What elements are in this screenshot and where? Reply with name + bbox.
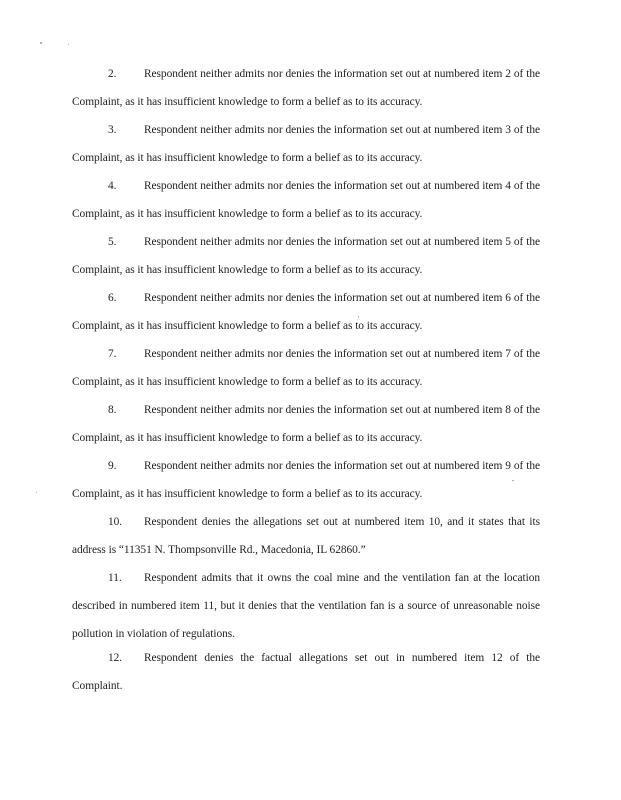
scan-speck (36, 492, 37, 493)
scan-speck (358, 316, 359, 318)
paragraph-6 (72, 284, 540, 340)
paragraph-text: Respondent neither admits nor denies the information set out at numbered item 4 of the Complaint, as it has insufficient knowledge to form a belief as to its accuracy. (72, 180, 540, 220)
scan-speck (512, 480, 514, 481)
paragraph-4 (72, 172, 540, 228)
paragraph-text: Respondent admits that it owns the coal mine and the ventilation fan at the location described in numbered item 11, but it denies that the ventilation fan is a source of unreasonable noise pollution in violation of regulations. (72, 572, 540, 640)
paragraph-text: Respondent neither admits nor denies the information set out at numbered item 5 of the Complaint, as it has insufficient knowledge to form a belief as to its accuracy. (72, 236, 540, 276)
scan-speck (40, 42, 42, 44)
paragraph-9 (72, 452, 540, 508)
paragraph-number: 12. (108, 652, 123, 664)
paragraph-text: Respondent denies the factual allegations set out in numbered item 12 of the Complaint. (72, 652, 540, 692)
paragraph-number: 11. (108, 572, 122, 584)
paragraph-text: Respondent neither admits nor denies the information set out at numbered item 7 of the Complaint, as it has insufficient knowledge to form a belief as to its accuracy. (72, 348, 540, 388)
paragraph-7 (72, 340, 540, 396)
paragraph-3 (72, 116, 540, 172)
paragraph-text: Respondent neither admits nor denies the information set out at numbered item 6 of the Complaint, as it has insufficient knowledge to form a belief as to its accuracy. (72, 292, 540, 332)
paragraph-8 (72, 396, 540, 452)
paragraph-text: Respondent neither admits nor denies the information set out at numbered item 8 of the Complaint, as it has insufficient knowledge to form a belief as to its accuracy. (72, 404, 540, 444)
paragraph-number: 2. (108, 68, 117, 80)
paragraph-10 (72, 508, 540, 564)
paragraph-number: 9. (108, 460, 117, 472)
paragraph-text: Respondent neither admits nor denies the information set out at numbered item 9 of the Complaint, as it has insufficient knowledge to form a belief as to its accuracy. (72, 460, 540, 500)
paragraph-number: 6. (108, 292, 117, 304)
paragraph-text: Respondent neither admits nor denies the information set out at numbered item 2 of the Complaint, as it has insufficient knowledge to form a belief as to its accuracy. (72, 68, 540, 108)
paragraph-number: 5. (108, 236, 117, 248)
paragraph-text: Respondent neither admits nor denies the information set out at numbered item 3 of the Complaint, as it has insufficient knowledge to form a belief as to its accuracy. (72, 124, 540, 164)
paragraph-number: 7. (108, 348, 117, 360)
paragraph-12 (72, 644, 540, 700)
paragraph-number: 4. (108, 180, 117, 192)
paragraph-2 (72, 60, 540, 116)
paragraph-text: Respondent denies the allegations set out at numbered item 10, and it states that its address is “11351 N. Thompsonville Rd., Macedonia, IL 62860.” (72, 516, 540, 556)
paragraph-5 (72, 228, 540, 284)
paragraph-number: 3. (108, 124, 117, 136)
scan-speck (300, 108, 301, 109)
scan-speck (68, 44, 69, 45)
paragraph-11 (72, 564, 540, 648)
paragraph-number: 8. (108, 404, 117, 416)
paragraph-number: 10. (108, 516, 123, 528)
